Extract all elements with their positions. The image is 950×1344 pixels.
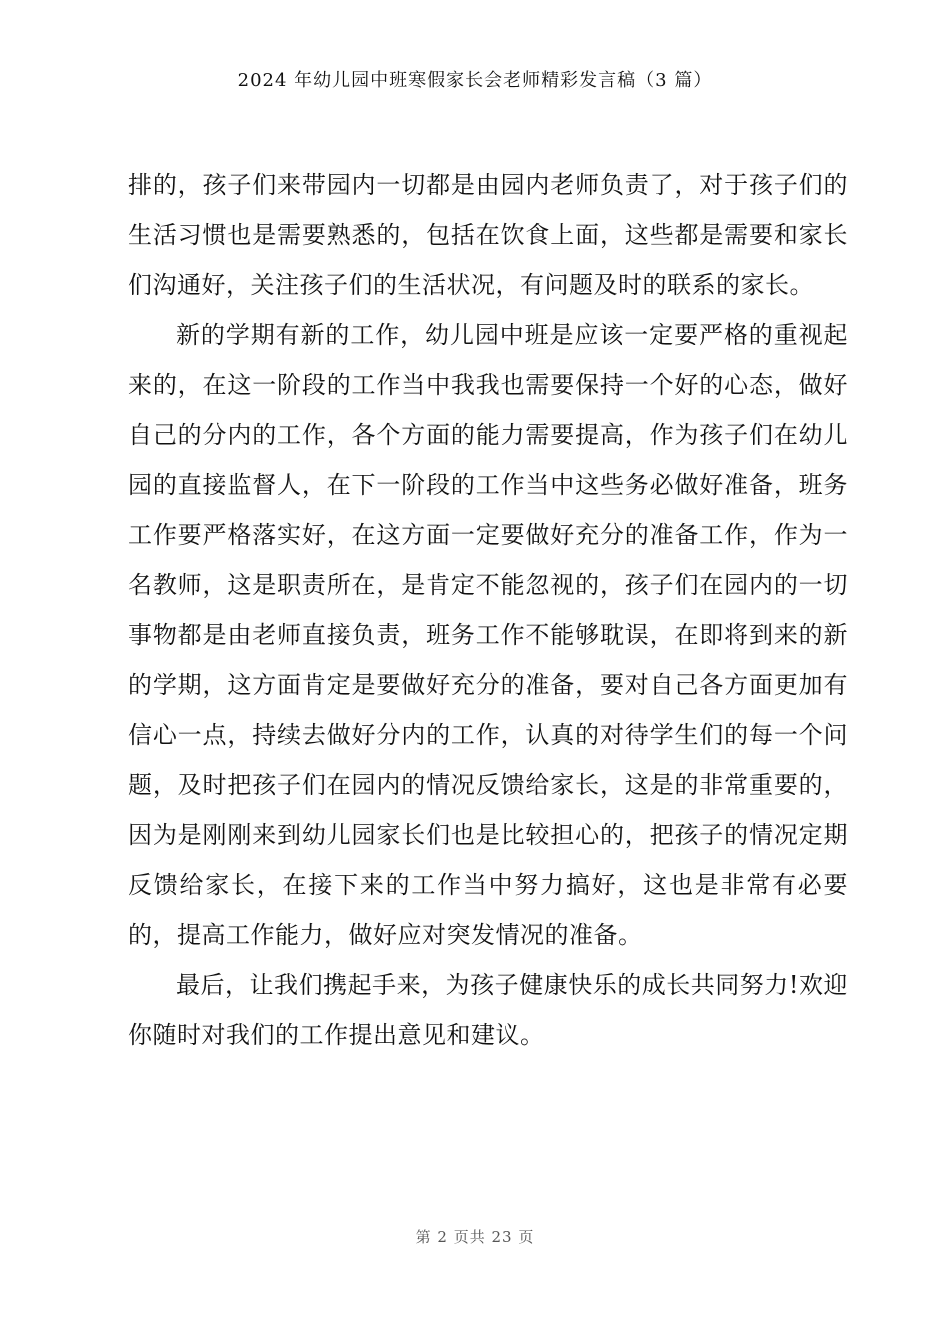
page-number: 第 2 页共 23 页 <box>415 1228 535 1246</box>
body-paragraph: 新的学期有新的工作，幼儿园中班是应该一定要严格的重视起来的，在这一阶段的工作当中我我也需要保持一个好的心态，做好自己的分内的工作，各个方面的能力需要提高，作为孩子们在幼儿园的直接监督人，在下一阶段的工作当中这些务必做好准备，班务工作要严格落实好，在这方面一定要做好充分的准备工作，作为一名教师，这是职责所在，是肯定不能忽视的，孩子们在园内的一切事物都是由老师直接负责，班务工作不能够耽误，在即将到来的新的学期，这方面肯定是要做好充分的准备，要对自己各方面更加有信心一点，持续去做好分内的工作，认真的对待学生们的每一个问题，及时把孩子们在园内的情况反馈给家长，这是的非常重要的，因为是刚刚来到幼儿园家长们也是比较担心的，把孩子的情况定期反馈给家长，在接下来的工作当中努力搞好，这也是非常有必要的，提高工作能力，做好应对突发情况的准备。 <box>128 321 848 949</box>
body-paragraph: 最后，让我们携起手来，为孩子健康快乐的成长共同努力!欢迎你随时对我们的工作提出意见和建议。 <box>128 971 848 1049</box>
document-title: 2024 年幼儿园中班寒假家长会老师精彩发言稿（3 篇） <box>237 70 713 91</box>
document-body <box>128 160 848 1060</box>
body-paragraph: 排的，孩子们来带园内一切都是由园内老师负责了，对于孩子们的生活习惯也是需要熟悉的，包括在饮食上面，这些都是需要和家长们沟通好，关注孩子们的生活状况，有问题及时的联系的家长。 <box>128 171 848 299</box>
